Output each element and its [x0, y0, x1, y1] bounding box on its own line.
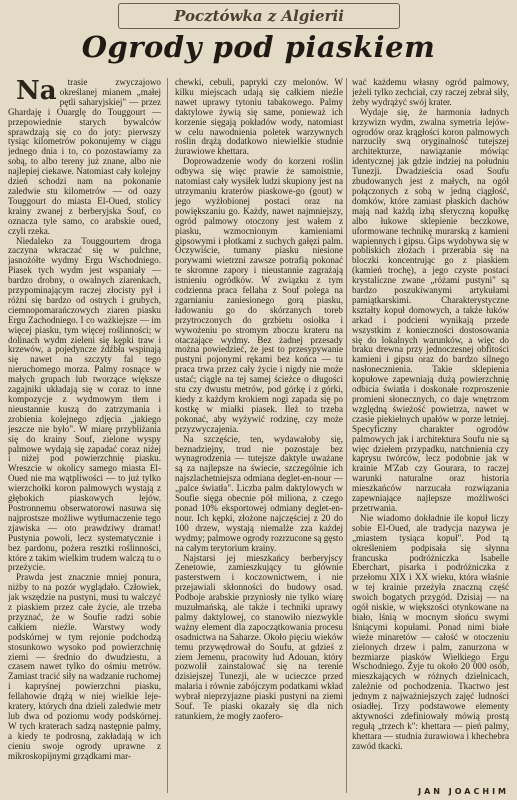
- paragraph: Najstarsi jej mieszkańcy berberyjscy Zenetowie, zamieszkujący tu głównie pasterstwem i koczownictwem, i nie przejawiali skłonności do budowy osad. Podboje arabskie przyniosły nie tylko wiarę muzułmańską, ale także i techniki uprawy palmy daktylowej, co stanowiło niezwykle ważny element dla zapoczątkowania procesu osadnictwa na Saharze. Około pięciu wieków temu przywędrował do Soufu, at gdzieś z ziem Jemenu, pracowity lud Adouan, który pozwolił zainstalować się na terenie dzisiejszej Tunezji, ale w ucieczce przed malaria i równie zabójczym podatkami wkład wybrał nieprzyjazne piaski pustyni na ziemi Souf. Te piaski okazały się dla nich ratunkiem, że mogły zaofero-: [175, 552, 343, 721]
- paragraph: Na trasie zwyczajowo określanej mianem „małej pętli saharyjskiej" — przez Ghardaję i Ouarglę do Touggourt — przepowiednie starych bywalców sprawdzają się co do joty: pierwszy tysiąc kilometrów pokonujemy w ciągu jednego dnia i to, co pozostawiamy za sobą, to albo tereny już znane, albo nie najlepiej ciekawe. Natomiast cały kolejny dzień schodzi nam na pokonanie zaledwie stu kilometrów — od oazy Touggourt do miasta El-Oued, stolicy krainy zwanej z berberyjska Souf, co oznacza tyle samo, co arabskie oued, czyli rzeka.: [8, 78, 161, 236]
- paragraph: Doprowadzenie wody do korzeni roślin odbywa się więc prawie że samoistnie, natomiast cały wysiłek ludzi skupiony jest na utrzymaniu kraterów piaskowe-go (gout) w jego wyżłobionej postaci oraz na powiększaniu go. Każdy, nawet najmniejszy, ogród palmowy otoczony jest wałem z piasku, wzmocnionym kamieniami gipsowymi i płotkami z suchych gałęzi palm. Oczywiście, tumany piasku niesione porywami wietrzni zawsze potrafią pokonać te skromne zapory i nieustannie zagrażają istnieniu ogródków. W związku z tym codzienna praca fellaha z Souf polega na zgarnianiu zaniesionego gorą piasku, ładowaniu go do skórzanych toreb przytroczonych do grzbietu osiołka i wywożeniu po stromym zboczu krateru na otaczające wydmy. Bez żadnej przesady można powiedzieć, że jest to przesypywanie pustyni pojonymi rękami bez końca — tu praca trwa przez cały życie i nigdy nie może ustać; ciągle na tej samej ścieżce o długości stu czy dwustu metrów, pod górkę i z górki, kiedy z każdym krokiem nogi zapada się po kostkę w miałki piasek. Ileż to trzeba pokonać, aby wyżywić rodzinę, czy może przyzwyczajenia.: [175, 156, 343, 434]
- author-signature: JAN JOACHIM: [418, 787, 509, 796]
- column-divider: [167, 78, 168, 793]
- paragraph: Prawda jest znacznie mniej ponura, niżby to na pozór wyglądało. Człowiek, jak wszędzie na pustyni, musi tu walczyć z piaskiem przez całe życie, ale trzeba przyznać, że w Soufie radzi sobie całkiem nieźle. Warstwy wody podskórnej w tym rejonie podchodzą stosunkowo wysoko pod powierzchnię ziemi — średnio do dwudziestu, a czasem nawet tylko do ośmiu metrów. Zamiast tracić siły na wadzanie ruchomej i kapryśnej powierzchni piasku, fellahowie drążą w niej wielkie leje-kratery, których dna dzieli zaledwie metr lub dwa od poziomu wody podskórnej. W tych kraterach sadzą następnie palmy, a kiedy te podrosną, zakładają w ich cieniu swoje ogrody uprawne z mikroskopijnymi grządkami mar-: [8, 572, 161, 761]
- paragraph: Niedaleko za Touggourtem droga zaczyna wkraczać się w pulchne, jasnożółte wydmy Ergu Wschodniego. Piasek tych wydm jest wspaniały — bardzo drobny, o owalnych ziarenkach, przypominającym raczej złocisty pył i różni się bardzo od ostrych i grubych, ciemnopomarańczowych ziaren piasku Ergu Zachodniego. I co ważkiejsze — im więcej piasku, tym więcej roślinności; w dolinach wydm zieleni się kępki traw i krzewów, a pojedyncze źdźbła wspinają się nawet na szczyty fal tego nieruchomego morza. Palmy rosnące w małych grupach lub tworzące większe zagajniki układają się w coraz to inne kompozycje z wydmowym tłem i nieustannie kuszą do zatrzymania i zrobienia kolejnego zdjęcia „jakiego jeszcze nie było". W miarę przybliżania się do krainy Souf, zielone wyspy palmowe wydają się zapadać coraz niżej i niżej pod powierzchnię piasku. Wreszcie w okolicy samego miasta El-Oued nie ma wątpliwości — to już tylko wierzchołki koron palmowych wystają z głębokich piaskowych lejów. Postronnemu obserwatorowi nasuwa się najprostsze możliwe wytłumaczenie tego zjawiska — oto prawdziwy dramat! Pustynia powoli, lecz systematycznie i bez pardonu, pożera resztki roślinności, które z takim wielkim trudem walczą tu o przeżycie.: [8, 235, 161, 573]
- article-column-1: [8, 78, 161, 790]
- drop-cap: Na: [16, 78, 57, 106]
- paragraph: wać każdemu własny ogród palmowy, jeżeli tylko zechciał, czy raczej zebrał siły, żeby wydrążyć swój krater.: [352, 78, 509, 107]
- column-divider: [346, 78, 347, 793]
- rubric-label: Pocztówka z Algierii: [174, 7, 344, 25]
- article-column-3: [352, 78, 509, 790]
- article-headline: Ogrody pod piaskiem: [81, 30, 436, 64]
- paragraph: Na szczęście, ten, wydawałoby się, beznadziejny, trud nie pozostaje bez wynagrodzenia — tutejsze daktyle uważane są za najlepsze na świecie, szczególnie ich najszlachetniejsza odmiana deglet-en-nour — „palce światła". Liczba palm daktylowych w Soufie sięga obecnie pół miliona, z czego ponad 10% eksportowej odmiany deglet-en-nour. Ich kępki, złożone najczęściej z 20 do 100 drzew, wystają niemalże zza każdej wydmy; palmowe ogrody rozrzucone są gęsto na całym terytorium krainy.: [175, 433, 343, 553]
- paragraph: Nie wiadomo dokładnie ile kopuł liczy sobie El-Oued, ale tradycja nazywa je „miastem tysiąca kopuł". Pod tą określeniem podpisała się słynna francuska podróżniczka Isabelle Eberchart, pisarka i podróżniczka z przełomu XIX i XX wieku, która właśnie w tej krainie przeżyła znaczną część swoich bogatych przygód. Dzisiaj — na ogół niskie, w większości otynkowane na biało, lśnią w mocnym słońcu swymi lśniącymi kopułami. Ponad nimi białe wieże minaretów — całość w otoczeniu zielonych drzew i palm, zanurzona w bezmiarze piasków Wielkiego Ergu Wschodniego. Żyje tu około 20 000 osób, mieszkających w różnych dzielnicach, zależnie od pochodzenia. Tkactwo jest jednym z najważniejszych zajęć ludności osiadłej. Trzy podstawowe elementy aktywności zdefiniowały mówią prostą regułą „trzech k": khettara — pień palmy, khettara — studnia żurawiowa i khechebra zawód tkacki.: [352, 512, 509, 751]
- section-rubric: [118, 3, 400, 29]
- paragraph: chewki, cebuli, papryki czy melonów. W kilku miejscach udają się całkiem nieźle nawet uprawy tytoniu tabakowego. Palmy daktylowe żywią się same, ponieważ ich korzenie sięgają pokładów wody, natomiast w celu nawodnienia poletek warzywnych roślin drążą dodatkowo niewielkie studnie żurawiowe khettara.: [175, 78, 343, 157]
- paragraph: Wydaje się, że harmonia ładnych krzywizn wydm, zwalna symetria lejów-ogrodów oraz krągłości koron palmowych narzuciły swą oryginalność tutejszej architekturze, nawiązanie mówiąc identycznej jak gdzie indziej na południu Tunezji. Dwadzieścia osad Soufu zbudowanych jest z małych, na ogół połączonych z sobą w jedną ciągłość, domków, które zamiast płaskich dachów mają nad każdą izbą sferyczną kopułkę albo łukowe sklepienie beczkowe, uformowane technikę murarską z kamieni wapiennych i gipsu. Gips wydobywa się w pobliskich złożach i przerabia się na bloczki koncentrując go z piaskiem (kamień trochę), a jego czyste postaci krystaliczne zwane „różami pustyni" są bardzo poszukiwanymi artykułami pamiątkarskimi. Charakterystyczne kształty kopuł domowych, a także łuków arkad i podcieni wynikają przede wszystkim z konieczności dostosowania się do lokalnych warunków, a więc do braku drewna przy jednoczesnej obfitości kamieni i gipsu oraz do bardzo silnego nasłonecznienia. Takie sklepienia kopułowe zapewniają dużą powierzchnię odbicia światła i doskonałe rozproszenie promieni słonecznych, co daje wnętrzom względną świeżość powietrza, nawet w czasie piekielnych upałów w porze letniej. Specyficzny charakter ogrodów palmowych jak i architektura Soufu nie są więc dziełem przypadku, natchnienia czy kaprysu twórców, lecz podobnie jak w krainie M'Zab czy Gourara, to raczej warunki naturalne oraz historia mieszkańców narzucała rozwiązania zapewniające najlepsze możliwości przetrwania.: [352, 106, 509, 513]
- article-column-2: [175, 78, 343, 790]
